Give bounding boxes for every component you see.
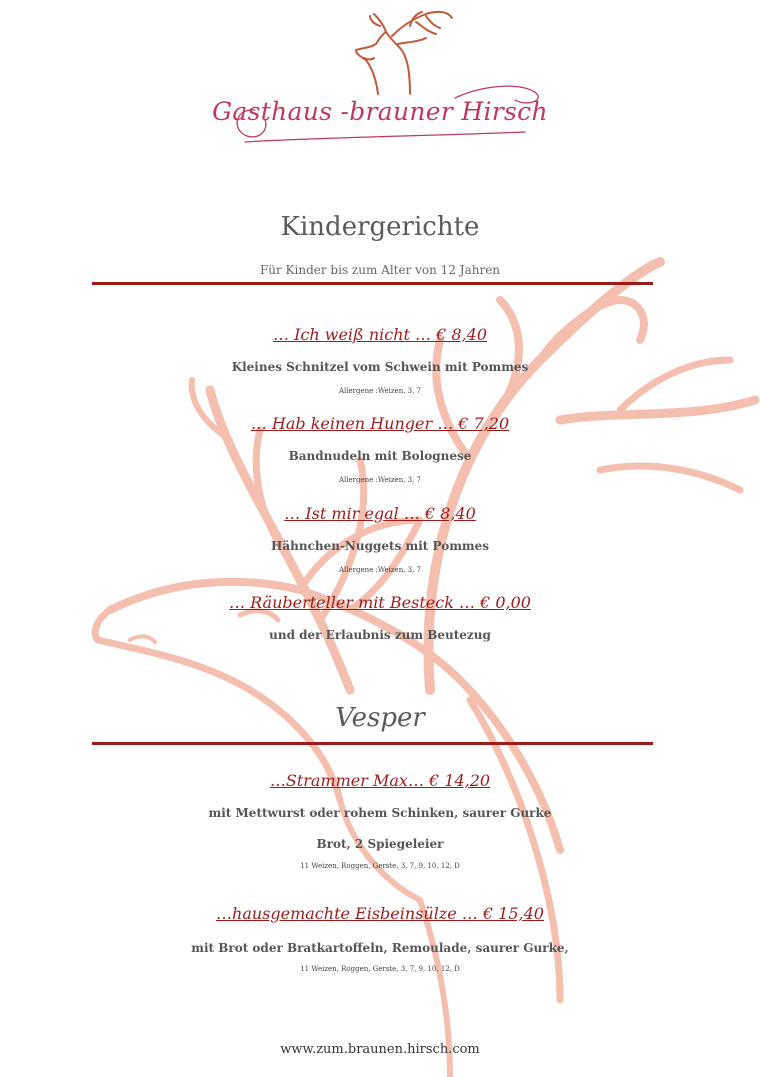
section-divider	[92, 282, 653, 285]
dish-description: mit Mettwurst oder rohem Schinken, saurer Gurke	[208, 806, 552, 820]
dish-title: …Strammer Max… € 14,20	[269, 771, 491, 790]
dish-title: …hausgemachte Eisbeinsülze … € 15,40	[216, 904, 544, 923]
section-title-kindergerichte: Kindergerichte	[280, 212, 480, 242]
dish-description: mit Brot oder Bratkartoffeln, Remoulade, saurer Gurke,	[191, 941, 569, 955]
website-link[interactable]: www.zum.braunen.hirsch.com	[280, 1042, 480, 1057]
dish-description: Brot, 2 Spiegeleier	[316, 837, 444, 851]
dish-title: … Räuberteller mit Besteck … € 0,00	[229, 593, 531, 612]
dish-description: und der Erlaubnis zum Beutezug	[269, 628, 491, 642]
logo	[0, 0, 760, 160]
section-title-vesper: Vesper	[335, 703, 425, 733]
dish-allergens: Allergene :Weizen, 3, 7	[338, 566, 422, 574]
dish-allergens: 11 Weizen, Roggen, Gerste, 3, 7, 9, 10, 12, D	[300, 965, 460, 973]
dish-description: Kleines Schnitzel vom Schwein mit Pommes	[231, 360, 529, 374]
dish-allergens: Allergene :Weizen, 3, 7	[338, 476, 422, 484]
dish-allergens: 11 Weizen, Roggen, Gerste, 3, 7, 9, 10, 12, D	[300, 862, 460, 870]
brand-name: Gasthaus -brauner Hirsch	[212, 97, 548, 126]
dish-description: Bandnudeln mit Bolognese	[288, 449, 472, 463]
dish-description: Hähnchen-Nuggets mit Pommes	[271, 539, 489, 553]
section-subtitle: Für Kinder bis zum Alter von 12 Jahren	[259, 263, 501, 277]
dish-title: … Hab keinen Hunger … € 7,20	[250, 414, 510, 433]
dish-title: … Ich weiß nicht … € 8,40	[273, 325, 487, 344]
section-divider	[92, 742, 653, 745]
dish-allergens: Allergene :Weizen, 3, 7	[338, 387, 422, 395]
dish-title: … Ist mir egal … € 8,40	[284, 504, 476, 523]
